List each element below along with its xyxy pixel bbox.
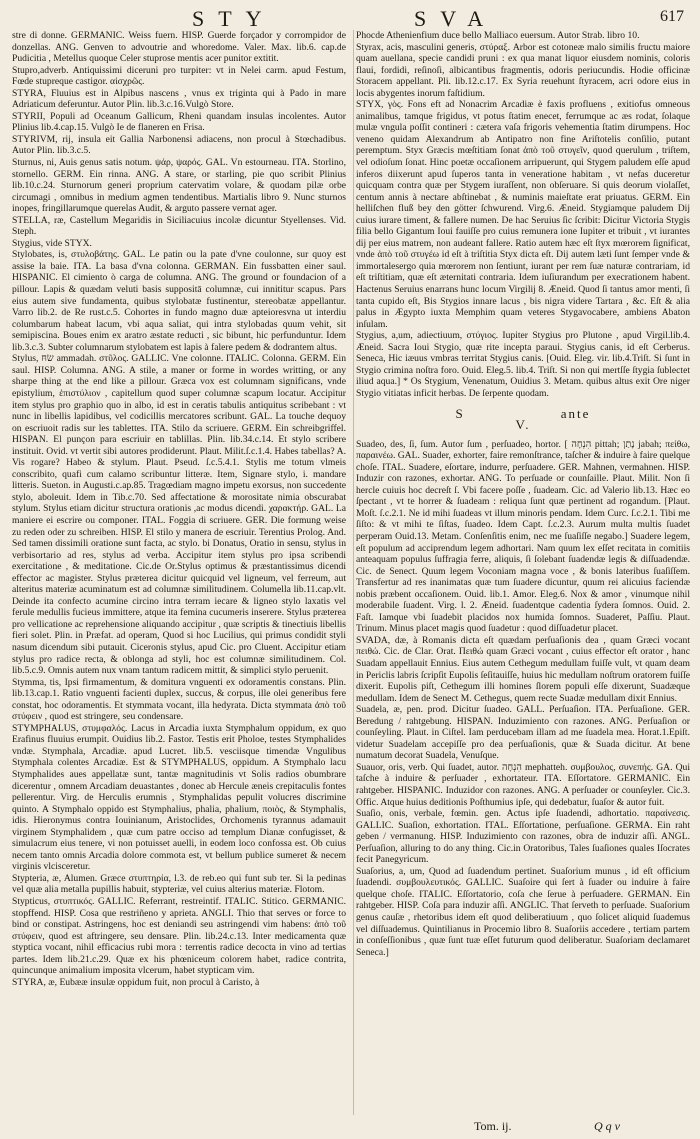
dictionary-entry: Suadeo, des, ſi, ſum. Autor ſum , perſuadeo, hortor. [ הִנְחָה pittah; נָתַן jabah; πείθω, παραινέω. GAL. Suader, exhorter, faire remonſtrance, taſcher & induire à faire quelque choſe. ITAL. Suadere, eſortare, indurre, perſuadere. GER. Mahnen, vermahnen. HISP. Induzir con razones, exhortar. ANG. To perſuade or counſaille. Plaut. Milit. Non ſi hercle cuiuis hoc decreſt ſ. Vbi facere poſſe , ſuadeam. Cic. ad Valerio lib.13. Hæc eo ſpectant , vt te horrer & ſuadeam : reliqua ſunt quæ pertinent ad rogandum. [Plaut. Moſt. ſ.c.2.1. Ne id mihi ſuadeas vt illum minoris pendam. Idem Curc. ſ.c.2.1. Tibi me ſiſto: & vt mihi te ſiſtas, ſuadeo. Idem Capt. ſ.c.2.3. Aurum multa multis ſuadet perperam Ouid.13. Metam. Conſenſitis enim, nec me ſuaſiſſe negabo.] Suadere legem, eſt populum ad acciprendum legem adhortari. Nam quum lex eſſet recitata in comitiis anteaquam populus ſuffragia ferre, aliquis, ſi ſolebant ſuadendæ legis & diſſuadendæ. Cic. de Senect. Quum legem Voconiam magna voce , & bonis lateribus ſuaſiſſem. Transfertur ad res inanimatas quæ tum ſuadere dicuntur, quum rei alicuius faciendæ nobis præbent occaſionem. Ouid. lib.1. Amor. Eleg.6. Nox & amor , vinumque nihil moderabile ſuadent. Virg. l. 2. Æneid. ſuadentque cadentia ſydera ſomnos. Ouid. 2. Faſt. Iamque vbi ſuadebit placidos nox humida ſomnos. Suaderet, Paſſiu. Plaut. Trinum. Minus placet magis quod ſuadetur : quod diſſuadetur placet. — [356, 438, 690, 635]
dictionary-entry: SVADA, dæ, à Romanis dicta eſt quædam perſuaſionis dea , quam Græci vocant πειθώ. Cic. de Clar. Orat. Πειθώ quam Græci vocant , cuius effector eſt orator , hanc Suadam appellauit Ennius. Eius autem Cethegum medullam fuiſſe vult, vt quam deam in Periclis labris ſcripſit Eupolis ſeſitauiſſe, huius hic medullam noſtrum oratorem fuiſſe dixerit. Eupolis piſt, Cethegum illi homines ſlorem populi eſſe dixerunt, Suadæque medullam. Idem de Senect M. Cethegus, quem recte Suadæ medullam dixit Ennius. — [356, 634, 690, 704]
dictionary-entry: Styrax, acis, masculini generis, στύραξ. Arbor est cotoneæ malo similis fructu maiore quam auellana, specie candidi pruni : ex qua manat liquor eiusdem nominis, coloris flaui, fordidi, reſinoſi, albicantibus fragmentis, odoris periucundis. Hodie officinæ Storacem appellant. Pli. lib.12.c.17. Ex Syria reuehunt ſtyracem, acri odore eius in locis abygentes inorum faſtidium. — [356, 41, 690, 99]
dictionary-entry: Sturnus, ni, Auis genus satis notum. ψάρ, ψαρός. GAL. Vn estourneau. ITA. Storlino, stornello. GERM. Ein rinna. ANG. A stare, or starling, pie quo scribit Plinius lib.10.c.24. Sturnorum generi proprium catervatim volare, & quodam pilæ orbe circumagi , omnibus in medium agmen tendentibus. Martialis libro 9. Nunc sturnos inopes, fringillarumque querelas Audit, & arguto passere vernat ager. — [12, 157, 346, 215]
dictionary-entry: STYRII, Populi ad Oceanum Gallicum, Rheni quandam insulas incolentes. Autor Plinius lib.4.cap.15. Vulgò Ie de flaneren en Frisa. — [12, 110, 346, 134]
dictionary-entry: Phocde Athenienfium duce bello Malliaco euersum. Autor Strab. libro 10. — [356, 30, 640, 41]
dictionary-entry: Stypticus, στυπτικός. GALLIC. Referrant, restreintif. ITALIC. Stitico. GERMANIC. stopffend. HISP. Cosa que restriñeno y aprieta. ANGLI. Thio that serves or force to bind or constipat. Astringens, hoc est deniandi seu astringendi vim habens: ἀπὸ τοῦ στύφειν, quod est aftringere, seu densare. Plin. lib.24.c.13. Inter medicamenta quæ styptica vocant, nihil efficacius rubi mora : terrentis radice decocta in vino ad tertias partes. Idem lib.21.c.29. Quæ ex his phœniceum colorem habet, radice contrita, quincunque animalium imposita vlcerum, habet stypticam vim. — [12, 896, 346, 977]
signature-mark: Q q v — [594, 1119, 620, 1133]
section-heading — [356, 405, 690, 433]
dictionary-entry: Suaſorius, a, um, Quod ad ſuadendum pertinet. Suaſorium munus , id eſt officium ſuadendi. συμβουλευτικός. GALLIC. Suaſoire qui ſert à ſuader ou induire à faire quelque choſe. ITALIC. Eſſortatorio, coſa che ſerue à perſuadere. GERMAN. Ein rahtgeber. HISP. Coſa para induzir aſſi. ANGLIC. That ſerveth to perſuade. Suaſorium genus cauſæ , rhetoribus idem eſt quod deliberatiuum , quo ſolicet aliquid ſuademus vel diſſuademus. Quintilianus in Procemio libro 8. Suaſoriis accedere , tertiam partem in conſeſſionibus , quæ ſunt tuæ eſſet futurum quod deliberatur. Suaſoriam declamaret Seneca.] — [356, 865, 690, 958]
volume-label: Tom. ij. — [474, 1119, 512, 1133]
dictionary-entry: Suaſio, onis, verbale, fœmin. gen. Actus ipſe ſuadendi, adhortatio. παραίνεσις. GALLIC. Suaſion, exhortation. ITAL. Eſſortatione, perſuaſione. GERMA. Ein raht geben / vermanung. HISP. Induzimiento con razones, obra de induzir aſſi. ANGL. Perſuaſion, alluring to do any thing. Cic.in Oratoribus, Tales ſuaſiones quales Iſocrates fecit Panegyricum. — [356, 808, 690, 866]
section-heading-middle: ante — [560, 405, 591, 421]
dictionary-entry: Stupro,adverb. Antiquissimi diceruni pro turpiter: vt in Nelei carm. apud Festum, Fœde stupreque castigor. αἰσχρῶς. — [12, 64, 346, 88]
two-column-body — [12, 30, 690, 1115]
dictionary-entry: Stylus, שׂחּ ammadah. στῦλος. GALLIC. Vne colonne. ITALIC. Colonna. GERM. Ein saul. HISP. Columna. ANG. A stile, a maner or forme in wordes writting, or any sharpe thing at the end like a pillour. Græca vox est columnam significans, vnde epistylium, ἐπιστύλιον , capitellum quod super columnæ scapum locatur. Accipitur item stylus pro graphio quo in albo, id est in ceratis tabulis antiquitus scribebant : vt nunc in libellis lapidibus, vel codicillis mercatores scribunt. GAL. La touche dequoy on escriuoit radis sur les tablettes. ITA. Stilo da scriuere. GERM. Ein schreibgriffel. HISPAN. El punçon para escriuir en tablillas. Plin. lib.34.c.14. Et stylo scribere instituit. Ovid. vt vertit sibi autores prodiderunt. Plaut. Milit.ſ.c.1.4. Habes tabellas? A. Vis rogare? Habeo & stylum. Plaut. Pseud. ſ.c.5.4.1. Stylis me totum vlmeis conscribito, quafi cum calamo scribuntur litteræ. Item, Signare stylo, i. mandare litteris. Sueton. in Augusti.c.ap.85. Tragœdiam magno impetu exorsus, non succedente stylo, aboleuit. Idem in Tib.c.70. Sed affectatione & morositate nimia obscurabat stylum. Stylus etiam dicitur structura orationis ,ac modus dicendi. χαρακτήρ. GAL. La maniere ei escrire ou componer. ITAL. Foggia di scriuere. GER. Die formung weise zu reden oder zu schreiben. HISP. El stilo y manera de escriuir. Terentius Prolog. And. Sed tamen dissimili oratione sunt facta, ac stylo. bi Donatus, Oratio in sensu, stylus in verbisortario ad res, stylus ad verba. Accipitur item stylus pro ipsa scribendi exercitatione , & meditatione. Cic.de Or.Stylus optimus & præstantissimus dicendi effector ac magister. Stylus præterea dicitur quicquid vel ligneum, vel ferreum, aut alteritus materiæ acuminatum est ad columnæ similitudinem. Columella lib.11.cap.vlt. Deinde ita confecto acumine circino intra terram iecare & ligneo stylo laxatis vel ferule medullis fucieus immittere, atque ita femina cucumeris inserere. Stylus præterea pro vellicatione ac reprehensione aliquando accipitur , quæ scriptis & tinectiuis libellis fieri solet. Plin. in Præfat. ad operam, Quod si hoc Lucilius, qui primus condidit styli nasum dicendum sibi putauit. Ciceronis stylus, apud Cic. pro Cluent. Accipitur etiam stylus pro radice recta, & oblonga ad styli, hoc est columnæ similitudinem. Col. lib.5.c.9. Omnis autem nux vnam tantum radicem mittit, & simplici stylo peruenit. — [12, 353, 346, 677]
dictionary-entry: Suauor, oris, verb. Qui ſuadet, autor. הִנְחָה mephatteh. συμβουλος, συνεπής. GA. Qui taſche à induire & perſuader , exhortateur. ITA. Eſſortatore. GERMANIC. Ein rahtgeber. HISPANIC. Induzidor con razones. ANG. A perſuader or counſeyler. Cic.3. Offic. Atque huius deditionis Poſthumius ipſe, qui dedebatur, ſuaſor & autor fuit. — [356, 761, 690, 808]
page-footer — [12, 1115, 690, 1139]
dictionary-entry: STYRA, Fluuius est in Alpibus nascens , vnus ex triginta qui à Pado in mare Adriaticum deferuntur. Autor Plin. lib.3.c.16.Vulgò Store. — [12, 87, 346, 111]
section-heading-left: S — [455, 405, 465, 421]
running-head-right: SVA — [414, 6, 498, 31]
dictionary-entry: Stygius, a,um, adiectiuum, στύγιος. Iupiter Stygius pro Plutone , apud Virgil.lib.4. Æneid. Sacra Ioui Stygio, quæ rite incepta paraui. Stygius canis, id eſt Cerberus. Seneca, Hic iæuus vmbras territat Stygius canis. [Ouid. Eleg. vir. lib.4.Triſt. Si ſunt in Stygio crimina noſtra foro. Ouid. Eleg.5. lib.4. Triſt. Si non qui mertſſe ſtygia ſublectet iliud aqua.] * Os Stygium, Venenatum, Ouidius 3. Metam. quibus altus exit Ore niger Stygio vitiatas inficit herbas. De ſerpente quodam. — [356, 330, 690, 399]
dictionary-entry: stre di donne. GERMANIC. Weiss fuern. HISP. Guerde forçador y corrompidor de donzellas. ANG. Genven to advoutrie and whoredome. Valer. Max. lib.6. cap.de Pudicitia , Metellus quoque Celer stuprose mentis acer punitor extitit. — [12, 30, 346, 65]
left-column — [12, 30, 346, 1115]
dictionary-entry: STELLA, ræ, Castellum Megaridis in Siciliacuius incolæ dicuntur Styellenses. Vid. Steph. — [12, 214, 346, 238]
column-divider — [353, 30, 354, 1115]
dictionary-entry: Suadela, æ, pen. prod. Dicitur ſuadeo. GALL. Perſuaſion. ITA. Perſuaſione. GER. Beredung / rahtgebung. HISPAN. Induzimiento con razones. ANG. Perſuaſion or counſeyling. Plaut. in Ciſtel. Iam perducebam illam ad me ſuadela mea. Horat.1.Epiſt. videtur Suadelam accepiſſe pro dea perſuaſionis, quæ & Suada dicitur. At bene numatum decorat Suadela, Venuſque. — [356, 704, 690, 762]
section-heading-right: V. — [515, 417, 531, 433]
dictionary-entry: STYRA, æ, Eubææ insulæ oppidum fuit, non procul à Caristo, à — [12, 976, 260, 988]
right-column — [356, 30, 690, 1115]
dictionary-entry: Stylobates, is, στυλοβάτης. GAL. Le patin ou la pate d'vne coulonne, sur quoy est assise la baie. ITA. La basa d'vna colonna. GERMAN. Ein fussbatten einer saul. HISPANIC. El cimiento ò carga de columna. ANG. The ground or foundacion of a pillour. Lapis & quædam veluti basis suppositā columnæ, cui innititur scapus. Pars eius autem sive fundamenta, quibus stylobatæ fustinentur, stereobatæ appellantur. Varro lib.2. de Re rust.c.5. Cohortes in fundo magno duæ apteioresvna ut interdiu columbarum habeat lacum, vbi aqua saliat, qui intra stylobadas quum vehit, sit semipiscina. Boues enim ex aratro æstate reducti , sic bibunt, hic perfunduntur. Idem lib.3.c.3. Subter columnarum stylobatem est lapis à falere pedem & dodrantem altus. — [12, 249, 346, 353]
page-number: 617 — [660, 8, 684, 25]
dictionary-entry: Stypteria, æ, Alumen. Græce στυπτηρία, l.3. de reb.eo qui funt sub ter. Si la pedinas vel quæ alia metalla pupillis habuit, stypteriæ, vel cuius alterius materiæ. Flotom. — [12, 872, 346, 896]
dictionary-entry: Stygius, vide STYX. — [12, 237, 92, 249]
dictionary-entry: STYX, γὸς. Fons eft ad Nonacrim Arcadiæ è faxis profluens , exitiofus omneous animalibus, tamque frigidus, vt potus ſtatim enecet, ferrumque ac æs rodat, ſolaque mulæ vngula poſſit contineri : cætera vaſa frigoris vehementia ſtatim dirumpens. Hoc veneno quidam Alexandrum ab Antipatro non fine Ariſtotelis conſilio, putant peremptum. Styx Græcis mœſtitiam ſonat ἀπὸ τοῦ στυγεῖν, quod querulum , triſtem, vel odioſum ſonat. Hinc poetæ occaſionem arripuerunt, qui Stygem paludem eſſe apud inferos diixerunt apud ſuperos tanta in veneratione habitam , vt nefas duceretur quicquam contra quæ per Stygem iuraſſent, non obſeruare. Si quis deorum violaſſet, centum annis à nectare abſtinebat , & numinis maieſtate erat priuatus. GERM. Ein helliſchen fluß bey den götter ſchwurend. Virg.6. Æneid. Stygiamque paludem Dij cuius iurare timent, & fallere numen. De hac Seruius ſic ſcribit: Dicitur Victoria Stygis filia bello Gigantum Ioui fauiſſe pro cuius remunera ione Iupiter et tribuit , vt iurantes dij per eius matrem, non audeant fallere. Ratio autem hæc eſt ſtyx mœrorem ſignificat, vnde ἀπὸ τοῦ στυγέω id eſt à triſtitia Styx dicta eſt. Dij autem læti ſunt ſemper vnde & immortalesergo quia mœrorem non ſentiunt, iurant per rem ſuæ naturæ contrariam, id eſt triſtitiam, quæ eſt æternitati contraria. Idem iuſiurandum per execrationem habent. Hactenus Seruius enarrans hunc locum Virgilij 8. Æneid. Quod ſi tantus amor menti, ſi tanta cupido eſt, Bis Stygios innare lacus , bis nigra videre Tartara , &c. Eſt & alia palus in Ægypto iuxta Memphim quam veteres Stygavocabere, ambiens Abaton inſulam. — [356, 99, 690, 330]
page-header — [12, 6, 690, 30]
running-head-left: STY — [192, 6, 276, 31]
dictionary-entry: Stymma, tis, Ipsi firmamentum, & domitura vnguenti ex odoramentis constans. Plin. lib.13.cap.1. Ratio vnguenti facienti duplex, succus, & corpus, ille olei generibus fere constat, hoc odoramentis. Et stymmata vocant, illa hedyrata. Dicta stymmata ἀπὸ τοῦ στύφειν , quod est stringere, seu condensare. — [12, 676, 346, 723]
dictionary-entry: STYMPHALUS, στυμφαλός. Lacus in Arcadia iuxta Stymphalum oppidum, ex quo Erafinus fluuius erumpit. Ouidius lib.2. Fastor. Testis erit Pholoe, testes Stymphalides vndæ. Stymphala, Arcadiæ. apud Lucret. lib.5. vesciisque timendæ Vngulibus Stymphala colentes Arcadiæ. Est & STYMPHALUS, oppidum. A Stymphalo lacu Stymphalides aues appellatæ sunt, tantæ magnitudinis vt Solis radios obumbrare dicerentur , omnem Arcadiam deuastantes , donec ab Hercule æneis crepitaculis fontes pellerentur. Virg. de Herculis erumnis , Stymphalidas pepulit volucres discrimine quinto. A Stymphalo oppido est Stymphalius, phalia, phalium, ποιὸς, & Stymphalis, idis. Hieronymus contra Iouinianum, Aristoclides, Orchomenis tyrannus adamauit virginem Stymphalidem , quæ cum patre occiso ad templum Dianæ confugisset, & simulacrum eius tenere, vi non potuisset auelli, in eodem loco confossa est. Ob cuius necem tanto omnis Arcadia dolore commota est, vt bellum publice sumeret & necem virginis vlcisceretur. — [12, 722, 346, 873]
dictionary-entry: STYRIVM, rij, insula eit Gallia Narbonensi adiacens, non procul à Stœchadibus. Autor Plin. lib.3.c.5. — [12, 133, 346, 157]
